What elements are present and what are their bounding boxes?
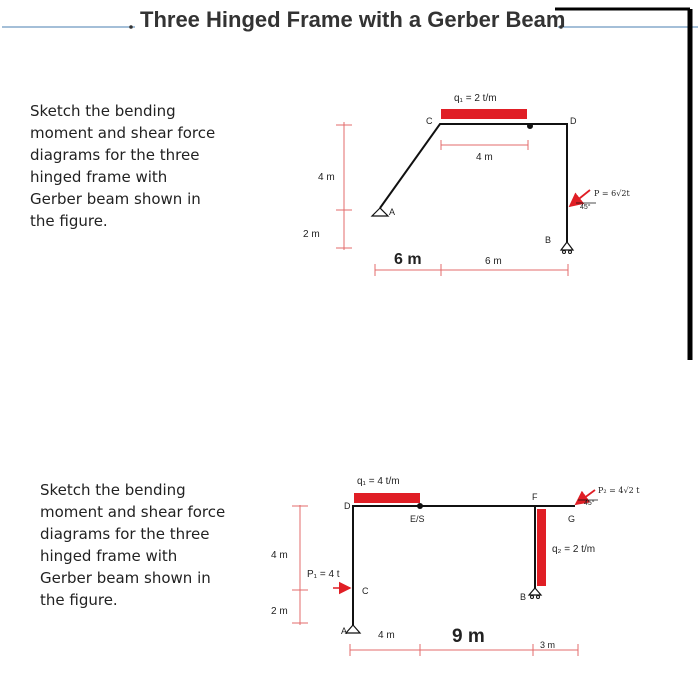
instruction-line: moment and shear force [40, 503, 226, 521]
page-title: Three Hinged Frame with a Gerber Beam [140, 7, 566, 32]
load-label-q1: q₁ = 4 t/m [357, 476, 400, 487]
instruction-line: hinged frame with [30, 168, 168, 186]
problem-2 [40, 476, 640, 656]
title-bullet-left [129, 25, 133, 29]
node-label-f: F [532, 492, 538, 502]
roller-wheel [569, 251, 572, 254]
node-label-d: D [570, 116, 577, 126]
node-label-g: G [568, 514, 576, 524]
node-label-a: A [389, 207, 396, 217]
instruction-line: hinged frame with [40, 547, 178, 565]
frame-members [353, 506, 535, 625]
angle-label: 45° [580, 204, 591, 211]
load-label-p: P = 6√2t [594, 189, 630, 198]
distributed-load-q2 [537, 509, 546, 586]
node-label-d: D [344, 501, 351, 511]
node-label-a: A [341, 626, 348, 636]
dimension-label-4m: 4 m [271, 550, 288, 561]
instruction-line: Sketch the bending [40, 481, 186, 499]
roller-support-b [529, 588, 541, 595]
dimension-label-span-left: 6 m [394, 251, 422, 268]
dimension-label-load-span: 4 m [476, 152, 493, 163]
dimension-label-span-c: 3 m [540, 640, 556, 650]
angle-label: 45° [584, 500, 595, 507]
dimension-label-2m: 2 m [271, 606, 288, 617]
instruction-line: Sketch the bending [30, 102, 176, 120]
roller-wheel [563, 251, 566, 254]
node-label-c: C [426, 116, 433, 126]
node-label-b: B [545, 235, 552, 245]
internal-hinge [527, 123, 533, 129]
load-label-q2: q₂ = 2 t/m [552, 544, 596, 555]
instruction-line: diagrams for the three [40, 525, 210, 543]
dimension-label-4m: 4 m [318, 172, 335, 183]
roller-wheel [537, 596, 540, 599]
frame-members [380, 124, 567, 242]
instruction-line: the figure. [40, 591, 118, 609]
pin-support-a [346, 625, 360, 633]
dimension-label-span-a: 4 m [378, 630, 395, 641]
internal-hinge-es [417, 503, 423, 509]
problem-1 [30, 93, 630, 276]
distributed-load-q1 [354, 493, 420, 503]
node-label-b: B [520, 592, 527, 602]
load-label-p2: P₂ = 4√2 t [598, 486, 640, 495]
instruction-line: Gerber beam shown in [40, 569, 211, 587]
pin-support-a [372, 208, 388, 216]
dimension-label-span-right: 6 m [485, 256, 502, 267]
dimension-label-2m: 2 m [303, 229, 320, 240]
load-label-p1: P₁ = 4 t [307, 569, 340, 580]
instruction-line: diagrams for the three [30, 146, 200, 164]
roller-support-b [561, 242, 573, 250]
instruction-line: Gerber beam shown in [30, 190, 201, 208]
node-label-c: C [362, 586, 369, 596]
roller-wheel [531, 596, 534, 599]
node-label-es: E/S [410, 514, 425, 524]
instruction-line: the figure. [30, 212, 108, 230]
dimension-label-span-b: 9 m [452, 626, 485, 647]
instruction-line: moment and shear force [30, 124, 216, 142]
load-label-q1: q₁ = 2 t/m [454, 93, 497, 104]
distributed-load-q1 [441, 109, 527, 119]
